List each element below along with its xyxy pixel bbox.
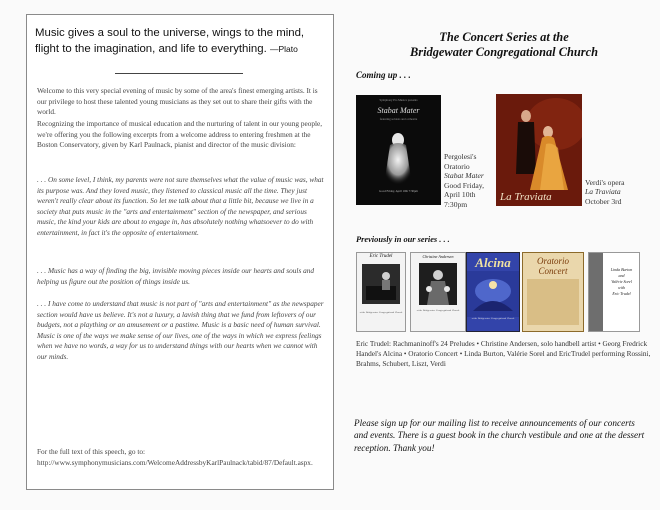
poster-header: Symphony Pro Musica presents [379, 98, 418, 102]
pergolesi-line: 7:30pm [444, 199, 468, 209]
verdi-details [585, 178, 655, 206]
opera-scene-icon [467, 271, 519, 317]
thumbnail-body [527, 279, 579, 325]
verdi-line: Verdi's opera [585, 178, 625, 187]
plato-quote [35, 25, 327, 57]
oratorio-poster-thumbnail [522, 252, 584, 332]
source-label: For the full text of this speech, go to: [37, 447, 146, 456]
previous-concerts-caption: Eric Trudel: Rachmaninoff's 24 Preludes • Christine Andersen, solo handbell artist • Georg Fredrick Handel's Alcina • Oratorio Concert • Linda Burton, Valérie Sorel and EricTrudel performing Rossini, Brahms, Schubert, Liszt, Verdi [356, 339, 651, 368]
thumbnail-caption: at the Bridgewater Congregational Church [416, 309, 460, 312]
poster-subtitle: featuring soloists and orchestra [379, 117, 418, 121]
performer-line: Eric Trudel [612, 291, 631, 296]
coming-up-heading: Coming up . . . [356, 70, 411, 80]
thumbnail-performers [605, 267, 638, 297]
series-title-line1: The Concert Series at the [439, 30, 569, 44]
recognition-paragraph: Recognizing the importance of musical education and the nurturing of talent in our young people, we're offering you the following excerpts from a welcome address to entering freshmen at the Boston Conservatory, given by Karl Paulnack, pianist and director of the music division: [37, 119, 323, 150]
recital-poster-thumbnail [588, 252, 640, 332]
alcina-poster-thumbnail [466, 252, 520, 332]
quote-text: Music gives a soul to the universe, wings to the mind, flight to the imagination, and life to everything. [35, 27, 305, 55]
poster-title: La Traviata [500, 191, 552, 203]
welcome-paragraph: Welcome to this very special evening of music by some of the area's finest emerging artists. It is our privilege to host these talented young musicians as they set out to share their gifts with the world. [37, 86, 318, 117]
thumbnail-title-line2: Concert [538, 266, 568, 276]
la-traviata-poster [496, 94, 582, 206]
thumbnail-title: Alcina [475, 255, 511, 270]
speech-excerpt-1: . . . On some level, I think, my parents were not sure themselves what the value of music was, what its purpose was. And they loved music, they listened to classical music all the time. They just weren't really clear about its function. So let me talk about that a little bit, because we live in a society that puts music in the "arts and entertainment" section of the newspaper, and serious music, the kind your kids are about to engage in, has absolutely nothing whatsoever to do with entertainment, in fact it's the opposite of entertainment. [37, 175, 324, 237]
source-url[interactable]: http://www.symphonymusicians.com/WelcomeAddressbyKarlPaulnack/tabid/87/Default.aspx. [37, 457, 313, 467]
speech-panel [26, 14, 334, 490]
pergolesi-line: Good Friday, [444, 180, 485, 190]
speech-source [37, 447, 327, 468]
quote-attribution: —Plato [269, 44, 298, 54]
andersen-poster-thumbnail [410, 252, 466, 332]
performer-line: Valérie Sorel [611, 279, 632, 284]
trudel-poster-thumbnail [356, 252, 406, 332]
poster-title: Stabat Mater [377, 106, 420, 115]
thumbnail-caption: at the Bridgewater Congregational Church [359, 311, 403, 314]
pergolesi-details [444, 152, 500, 210]
speech-excerpt-2: . . . Music has a way of finding the big, invisible moving pieces inside our hearts and souls and helping us figure out the position of things inside us. [37, 266, 315, 286]
pianist-photo-icon [362, 264, 400, 304]
series-title-line2: Bridgewater Congregational Church [410, 45, 598, 59]
performer-line: with [618, 285, 625, 290]
veiled-figure-icon [378, 131, 418, 187]
thumbnail-caption: at the Bridgewater Congregational Church [471, 317, 515, 320]
poster-date: Good Friday, April 10th 7:30pm [379, 189, 418, 193]
opera-couple-icon [496, 94, 582, 206]
handbell-photo-icon [419, 263, 457, 305]
pergolesi-line: April 10th [444, 190, 476, 200]
previously-heading: Previously in our series . . . [356, 235, 450, 244]
speech-excerpt-3: . . . I have come to understand that music is not part of "arts and entertainment" as the newspaper section would have us believe. It's not a luxury, a lavish thing that we fund from leftovers of our budgets, not a plaything or an amusement or a pastime. Music is a basic need of human survival. Music is one of the ways we make sense of our lives, one of the ways in which we express feelings when we have no words, a way for us to understand things with our hearts when we cannot with our minds. [37, 299, 324, 361]
pergolesi-line: Oratorio [444, 161, 470, 171]
thumbnail-title-line1: Oratorio [536, 256, 569, 266]
thumbnail-title: Christine Andersen [422, 254, 454, 259]
divider-line [115, 73, 243, 74]
thumbnail-side-band [589, 253, 603, 331]
performer-line: and [618, 273, 625, 278]
verdi-line: La Traviata [585, 187, 621, 197]
pergolesi-line: Stabat Mater [444, 171, 484, 181]
performer-line: Linda Burton [610, 267, 633, 272]
pergolesi-line: Pergolesi's [444, 152, 477, 161]
mailing-list-note: Please sign up for our mailing list to receive announcements of our concerts and events. There is a guest book in the church vestibule and one at the dessert reception. Thank you! [354, 418, 645, 453]
thumbnail-title: Eric Trudel [369, 254, 393, 259]
verdi-line: October 3rd [585, 196, 622, 206]
stabat-mater-poster [356, 95, 441, 205]
